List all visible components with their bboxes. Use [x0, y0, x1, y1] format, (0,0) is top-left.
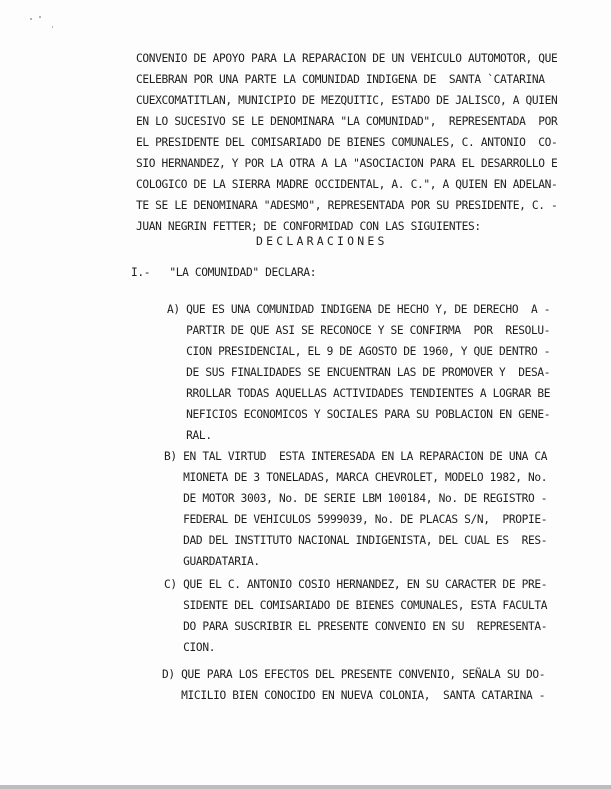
clause-line: A) QUE ES UNA COMUNIDAD INDIGENA DE HECHO Y, DE DERECHO A - [167, 303, 551, 316]
clause-line: MICILIO BIEN CONOCIDO EN NUEVA COLONIA, SANTA CATARINA - [162, 689, 546, 702]
clause-line: FEDERAL DE VEHICULOS 5999039, No. DE PLACAS S/N, PROPIE- [164, 513, 548, 526]
section-heading: DECLARACIONES [256, 234, 388, 248]
scan-specks [30, 14, 70, 40]
intro-line: JUAN NEGRIN FETTER; DE CONFORMIDAD CON LAS SIGUIENTES: [136, 220, 481, 233]
clause-line: CION PRESIDENCIAL, EL 9 DE AGOSTO DE 1960, Y QUE DENTRO - [167, 345, 551, 358]
clause-line: PARTIR DE QUE ASI SE RECONOCE Y SE CONFIRMA POR RESOLU- [167, 324, 551, 337]
intro-line: EN LO SUCESIVO SE LE DENOMINARA "LA COMUNIDAD", REPRESENTADA POR [136, 115, 558, 128]
clause-line: DE MOTOR 3003, No. DE SERIE LBM 100184, No. DE REGISTRO - [164, 492, 548, 505]
clause-line: DE SUS FINALIDADES SE ENCUENTRAN LAS DE PROMOVER Y DESA- [167, 366, 551, 379]
section-title: I.- "LA COMUNIDAD" DECLARA: [131, 266, 317, 279]
clause-line: DO PARA SUSCRIBIR EL PRESENTE CONVENIO EN SU REPRESENTA- [164, 620, 548, 633]
intro-line: SIO HERNANDEZ, Y POR LA OTRA A LA "ASOCIACION PARA EL DESARROLLO E [136, 157, 558, 170]
intro-line: TE SE LE DENOMINARA "ADESMO", REPRESENTADA POR SU PRESIDENTE, C. - [136, 199, 558, 212]
clause-line: GUARDATARIA. [164, 555, 260, 568]
clause-line: D) QUE PARA LOS EFECTOS DEL PRESENTE CONVENIO, SEÑALA SU DO- [162, 668, 546, 681]
clause-line: DAD DEL INSTITUTO NACIONAL INDIGENISTA, DEL CUAL ES RES- [164, 534, 548, 547]
clause-line: B) EN TAL VIRTUD ESTA INTERESADA EN LA REPARACION DE UNA CA [164, 450, 548, 463]
clause-line: NEFICIOS ECONOMICOS Y SOCIALES PARA SU POBLACION EN GENE- [167, 408, 551, 421]
scan-bottom-edge [0, 785, 611, 789]
intro-line: CUEXCOMATITLAN, MUNICIPIO DE MEZQUITIC, ESTADO DE JALISCO, A QUIEN [136, 94, 558, 107]
intro-line: CELEBRAN POR UNA PARTE LA COMUNIDAD INDIGENA DE SANTA `CATARINA [136, 73, 545, 86]
clause-line: RAL. [167, 429, 212, 442]
clause-line: C) QUE EL C. ANTONIO COSIO HERNANDEZ, EN SU CARACTER DE PRE- [164, 578, 548, 591]
clause-line: CION. [164, 641, 216, 654]
intro-line: COLOGICO DE LA SIERRA MADRE OCCIDENTAL, A. C.", A QUIEN EN ADELAN- [136, 178, 558, 191]
intro-line: EL PRESIDENTE DEL COMISARIADO DE BIENES COMUNALES, C. ANTONIO CO- [136, 136, 558, 149]
clause-line: SIDENTE DEL COMISARIADO DE BIENES COMUNALES, ESTA FACULTA [164, 599, 548, 612]
intro-line: CONVENIO DE APOYO PARA LA REPARACION DE UN VEHICULO AUTOMOTOR, QUE [136, 52, 558, 65]
clause-line: RROLLAR TODAS AQUELLAS ACTIVIDADES TENDIENTES A LOGRAR BE [167, 387, 551, 400]
clause-line: MIONETA DE 3 TONELADAS, MARCA CHEVROLET, MODELO 1982, No. [164, 471, 548, 484]
